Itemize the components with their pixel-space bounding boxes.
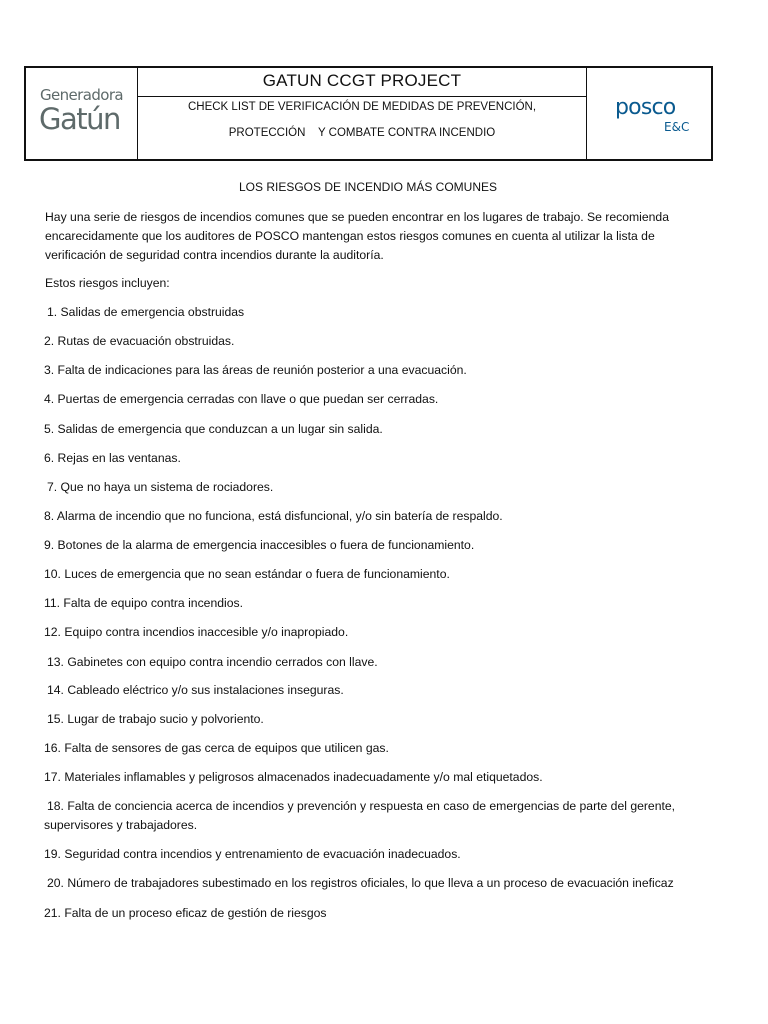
risk-item: 6. Rejas en las ventanas. bbox=[44, 451, 181, 465]
project-title: GATUN CCGT PROJECT bbox=[262, 71, 462, 90]
risk-item: 17. Materiales inflamables y peligrosos almacenados inadecuadamente y/o mal etiquetados. bbox=[44, 770, 543, 784]
risk-item: 7. Que no haya un sistema de rociadores. bbox=[47, 480, 274, 494]
risk-item: 15. Lugar de trabajo sucio y polvoriento. bbox=[47, 712, 264, 726]
checklist-title-line1: CHECK LIST DE VERIFICACIÓN DE MEDIDAS DE PREVENCIÓN, bbox=[187, 101, 537, 113]
posco-logo-word: posco bbox=[615, 95, 676, 120]
includes-label: Estos riesgos incluyen: bbox=[45, 276, 170, 290]
generadora-gatun-logo bbox=[26, 68, 138, 159]
risk-item bbox=[44, 797, 724, 835]
risk-item: 16. Falta de sensores de gas cerca de equipos que utilicen gas. bbox=[44, 741, 389, 755]
logo-left-line2: Gatún bbox=[39, 102, 120, 136]
risk-item: 20. Número de trabajadores subestimado en los registros oficiales, lo que lleva a un proceso de evacuación ineficaz bbox=[47, 876, 674, 890]
logo-left-line1: Generadora bbox=[40, 86, 124, 104]
risk-item: 11. Falta de equipo contra incendios. bbox=[44, 596, 243, 610]
risk-item: 4. Puertas de emergencia cerradas con llave o que puedan ser cerradas. bbox=[44, 392, 439, 406]
risk-item: 9. Botones de la alarma de emergencia inaccesibles o fuera de funcionamiento. bbox=[44, 538, 475, 552]
risk-item: 21. Falta de un proceso eficaz de gestión de riesgos bbox=[44, 906, 327, 920]
risk-item: 13. Gabinetes con equipo contra incendio cerrados con llave. bbox=[47, 655, 378, 669]
risk-item: 19. Seguridad contra incendios y entrenamiento de evacuación inadecuados. bbox=[44, 847, 461, 861]
risk-item: 1. Salidas de emergencia obstruidas bbox=[47, 305, 245, 319]
risk-item: 14. Cableado eléctrico y/o sus instalaciones inseguras. bbox=[47, 683, 344, 697]
intro-line: Hay una serie de riesgos de incendios comunes que se pueden encontrar en los lugares de trabajo. Se recomienda bbox=[45, 210, 669, 224]
posco-logo bbox=[587, 68, 711, 159]
posco-logo-sub: E&C bbox=[664, 120, 690, 134]
intro-paragraph bbox=[45, 208, 715, 265]
risk-item-line: 18. Falta de conciencia acerca de incendios y prevención y respuesta en caso de emergencias de parte del gerente, bbox=[47, 799, 676, 813]
intro-line: verificación de seguridad contra incendios durante la auditoría. bbox=[45, 248, 384, 262]
risk-item: 3. Falta de indicaciones para las áreas de reunión posterior a una evacuación. bbox=[44, 363, 467, 377]
risk-item: 12. Equipo contra incendios inaccesible y/o inapropiado. bbox=[44, 625, 349, 639]
header-table bbox=[24, 66, 713, 161]
risk-item: 10. Luces de emergencia que no sean estándar o fuera de funcionamiento. bbox=[44, 567, 450, 581]
risk-item: 2. Rutas de evacuación obstruidas. bbox=[44, 334, 235, 348]
risk-item: 5. Salidas de emergencia que conduzcan a un lugar sin salida. bbox=[44, 422, 383, 436]
title-cell bbox=[138, 68, 587, 159]
title-divider bbox=[138, 96, 586, 97]
section-title: LOS RIESGOS DE INCENDIO MÁS COMUNES bbox=[238, 180, 498, 194]
intro-line: encarecidamente que los auditores de POSCO mantengan estos riesgos comunes en cuenta al utilizar la lista de bbox=[45, 229, 655, 243]
risk-item-line: supervisores y trabajadores. bbox=[44, 818, 198, 832]
checklist-title-line2: PROTECCIÓN Y COMBATE CONTRA INCENDIO bbox=[228, 127, 496, 139]
risk-item: 8. Alarma de incendio que no funciona, está disfuncional, y/o sin batería de respaldo. bbox=[44, 509, 503, 523]
